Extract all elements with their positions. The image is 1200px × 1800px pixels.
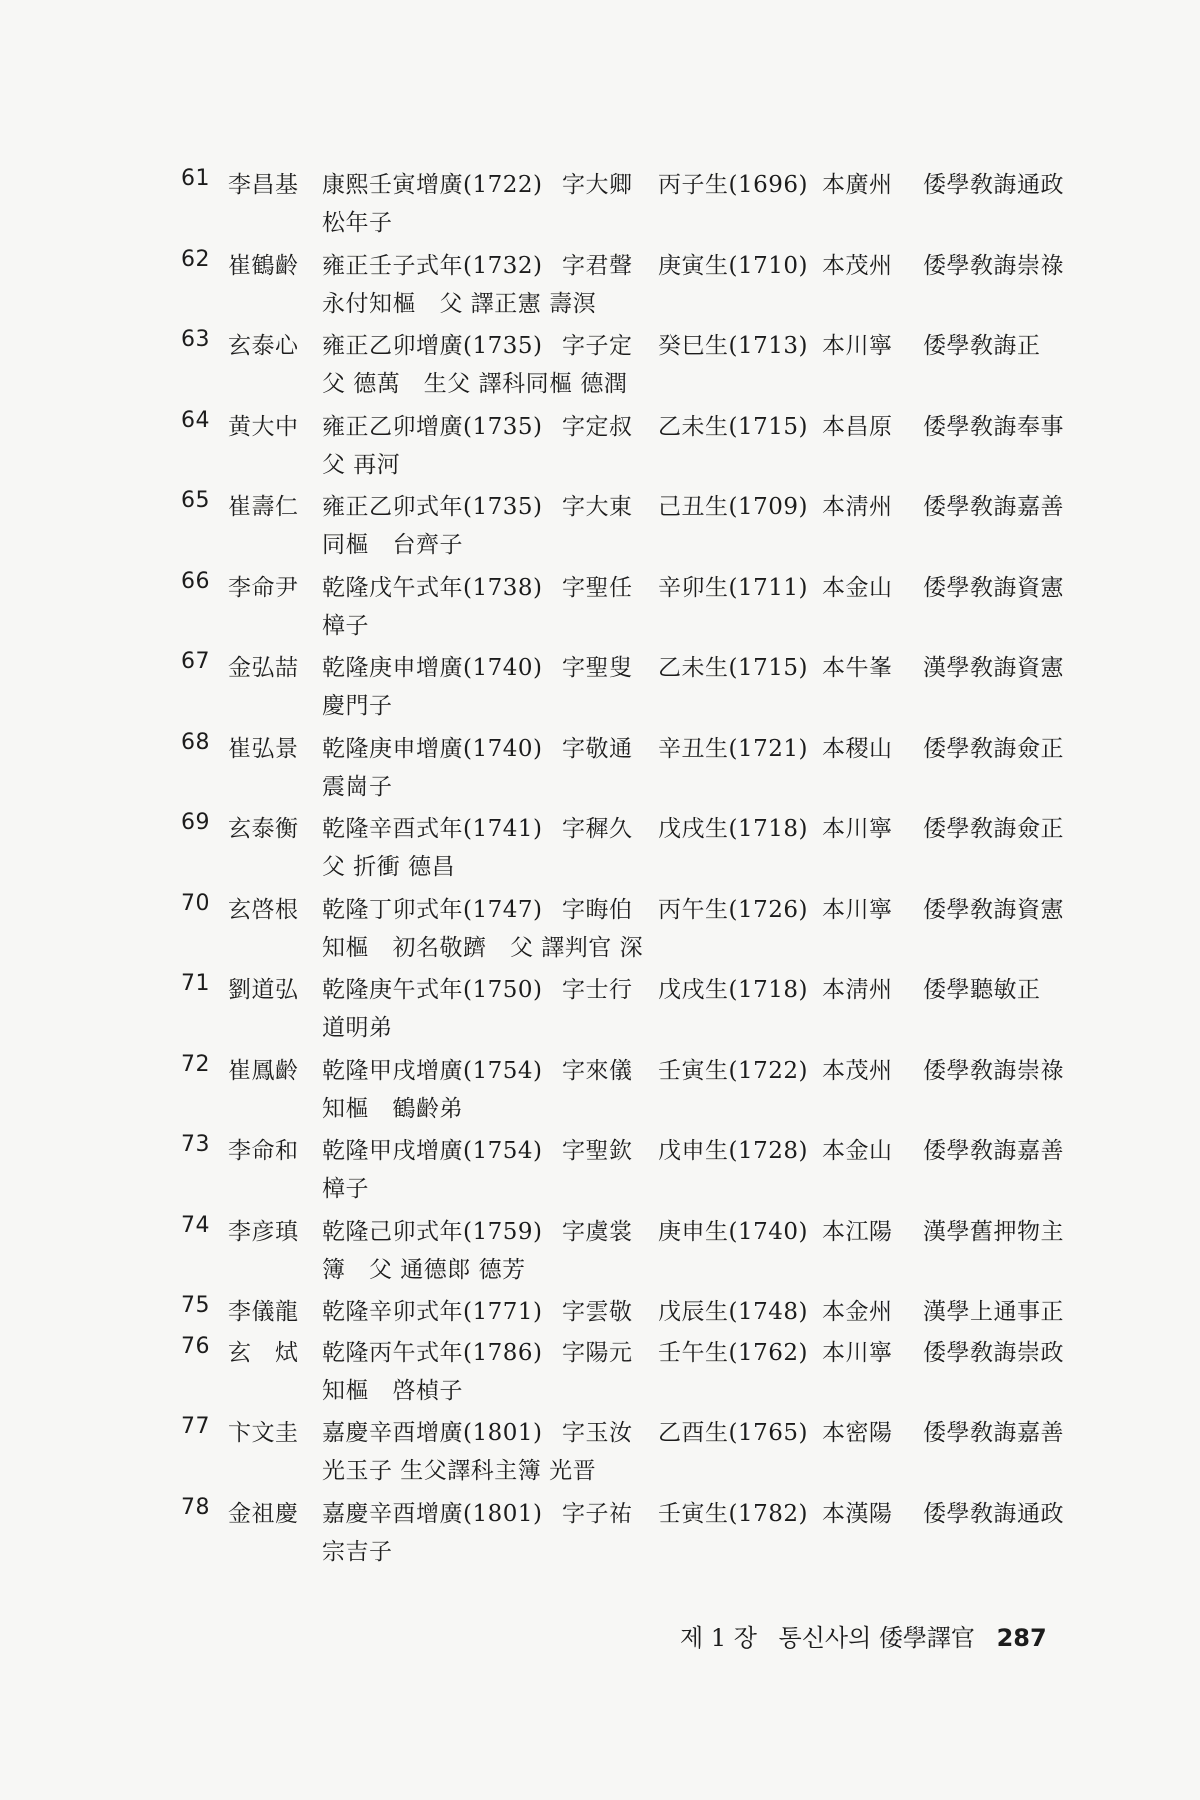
entry-note: 知樞 啓楨子 bbox=[322, 1377, 463, 1404]
footer-title: 통신사의 倭學譯官 bbox=[778, 1624, 975, 1652]
entry-style: 字大卿 bbox=[562, 172, 633, 198]
entry-note-line bbox=[0, 200, 1200, 240]
entry-born: 戊辰生(1748) bbox=[658, 1299, 808, 1325]
entry-num: 63 bbox=[181, 327, 210, 352]
entry-style: 字聖欽 bbox=[562, 1138, 633, 1164]
list-item bbox=[0, 1207, 1200, 1288]
entry-exam: 嘉慶辛酉增廣(1801) bbox=[322, 1420, 543, 1446]
entry-note: 知樞 初名敬躋 父 譯判官 深 bbox=[322, 934, 644, 961]
entry-style: 字士行 bbox=[562, 977, 633, 1003]
entry-name: 李命尹 bbox=[228, 574, 299, 601]
entry-main-line bbox=[0, 1046, 1200, 1086]
entry-num: 75 bbox=[181, 1293, 210, 1318]
entry-name: 李昌基 bbox=[228, 172, 299, 198]
entry-name: 金祖慶 bbox=[228, 1500, 299, 1527]
entry-clan: 本川寧 bbox=[822, 1339, 893, 1366]
entry-style: 字玉汝 bbox=[562, 1420, 633, 1446]
entry-main-line bbox=[0, 1489, 1200, 1529]
page-footer bbox=[680, 1618, 1061, 1653]
entry-born: 戊戌生(1718) bbox=[658, 977, 808, 1003]
entry-note: 父 德萬 生父 譯科同樞 德潤 bbox=[322, 371, 628, 397]
entry-born: 乙未生(1715) bbox=[658, 413, 808, 440]
entry-name: 玄啓根 bbox=[228, 896, 299, 923]
entry-num: 78 bbox=[181, 1494, 210, 1520]
entry-note-line bbox=[0, 764, 1200, 804]
entry-note-line bbox=[0, 1448, 1200, 1488]
entry-post: 倭學敎誨僉正 bbox=[923, 816, 1064, 842]
entry-clan: 本漢陽 bbox=[822, 1500, 893, 1527]
list-item bbox=[0, 643, 1200, 724]
entry-name: 李彦瑱 bbox=[228, 1218, 299, 1245]
entry-clan: 本稷山 bbox=[822, 735, 893, 762]
entry-note: 父 折衝 德昌 bbox=[322, 854, 456, 880]
entry-born: 丙午生(1726) bbox=[658, 896, 808, 923]
entry-name: 崔弘景 bbox=[228, 735, 299, 762]
entry-style: 字聖任 bbox=[562, 574, 633, 601]
entry-born: 庚寅生(1710) bbox=[658, 252, 808, 279]
entry-main-line bbox=[0, 482, 1200, 522]
entry-clan: 本金山 bbox=[822, 1138, 893, 1164]
entry-note: 震崗子 bbox=[322, 773, 393, 800]
entry-note: 簿 父 通德郞 德芳 bbox=[322, 1256, 526, 1283]
entry-exam: 乾隆辛酉式年(1741) bbox=[322, 816, 543, 842]
entry-num: 61 bbox=[181, 166, 210, 191]
entry-born: 壬寅生(1782) bbox=[658, 1500, 808, 1527]
entry-name: 李儀龍 bbox=[228, 1299, 299, 1325]
entry-num: 72 bbox=[181, 1051, 210, 1077]
list-item bbox=[0, 1408, 1200, 1489]
entry-name: 卞文圭 bbox=[228, 1420, 299, 1446]
entry-main-line bbox=[0, 885, 1200, 925]
entry-note-line bbox=[0, 1166, 1200, 1206]
entry-post: 倭學敎誨崇政 bbox=[923, 1339, 1064, 1366]
entry-post: 倭學聽敏正 bbox=[923, 977, 1041, 1003]
entry-post: 倭學敎誨僉正 bbox=[923, 735, 1064, 762]
entry-note-line bbox=[0, 1529, 1200, 1569]
entry-note-line bbox=[0, 1247, 1200, 1287]
entry-exam: 乾隆庚午式年(1750) bbox=[322, 977, 543, 1003]
entry-num: 67 bbox=[181, 649, 210, 674]
entry-clan: 本金山 bbox=[822, 574, 893, 601]
entry-note-line bbox=[0, 844, 1200, 884]
entry-style: 字敬通 bbox=[562, 735, 633, 762]
entry-exam: 乾隆戊午式年(1738) bbox=[322, 574, 543, 601]
entry-exam: 乾隆甲戌增廣(1754) bbox=[322, 1057, 543, 1084]
list-item bbox=[0, 965, 1200, 1046]
entry-num: 73 bbox=[181, 1132, 210, 1157]
entry-main-line bbox=[0, 965, 1200, 1005]
entry-num: 71 bbox=[181, 971, 210, 996]
entry-main-line bbox=[0, 1207, 1200, 1247]
entry-style: 字虞裳 bbox=[562, 1218, 633, 1245]
entry-exam: 嘉慶辛酉增廣(1801) bbox=[322, 1500, 543, 1527]
entry-exam: 乾隆甲戌增廣(1754) bbox=[322, 1138, 543, 1164]
entry-born: 庚申生(1740) bbox=[658, 1218, 808, 1245]
entry-style: 字子定 bbox=[562, 333, 633, 359]
entry-num: 74 bbox=[181, 1212, 210, 1238]
entry-exam: 康熙壬寅增廣(1722) bbox=[322, 172, 543, 198]
entry-post: 倭學敎誨嘉善 bbox=[923, 1138, 1064, 1164]
entry-note-line bbox=[0, 1368, 1200, 1408]
entry-exam: 乾隆庚申增廣(1740) bbox=[322, 655, 543, 681]
entry-post: 倭學敎誨崇祿 bbox=[923, 252, 1064, 279]
entry-style: 字大東 bbox=[562, 494, 633, 520]
entry-style: 字定叔 bbox=[562, 413, 633, 440]
entry-born: 乙未生(1715) bbox=[658, 655, 808, 681]
entry-born: 丙子生(1696) bbox=[658, 172, 808, 198]
entry-post: 倭學敎誨正 bbox=[923, 333, 1041, 359]
entry-clan: 本金州 bbox=[822, 1299, 893, 1325]
entry-main-line bbox=[0, 1408, 1200, 1448]
entry-name: 崔壽仁 bbox=[228, 494, 299, 520]
entry-exam: 乾隆丁卯式年(1747) bbox=[322, 896, 543, 923]
entry-post: 漢學舊押物主 bbox=[923, 1218, 1064, 1245]
entry-clan: 本淸州 bbox=[822, 977, 893, 1003]
entry-name: 玄 烒 bbox=[228, 1339, 299, 1366]
entry-exam: 乾隆庚申增廣(1740) bbox=[322, 735, 543, 762]
entry-note-line bbox=[0, 522, 1200, 562]
entry-note-line bbox=[0, 1086, 1200, 1126]
entry-clan: 本川寧 bbox=[822, 816, 893, 842]
entry-post: 倭學敎誨奉事 bbox=[923, 413, 1064, 440]
entry-num: 68 bbox=[181, 729, 210, 755]
entry-note: 樟子 bbox=[322, 612, 369, 639]
entry-post: 倭學敎誨嘉善 bbox=[923, 494, 1064, 520]
entry-clan: 本江陽 bbox=[822, 1218, 893, 1245]
entry-note-line bbox=[0, 603, 1200, 643]
entry-name: 崔鳳齡 bbox=[228, 1057, 299, 1084]
entry-note: 同樞 台齊子 bbox=[322, 532, 463, 558]
entry-main-line bbox=[0, 241, 1200, 281]
entry-clan: 本茂州 bbox=[822, 252, 893, 279]
list-item bbox=[0, 1046, 1200, 1127]
entry-born: 辛丑生(1721) bbox=[658, 735, 808, 762]
entry-clan: 本淸州 bbox=[822, 494, 893, 520]
entry-note: 慶門子 bbox=[322, 693, 393, 719]
footer-chapter: 제 1 장 bbox=[680, 1624, 757, 1652]
entry-note-line bbox=[0, 925, 1200, 965]
entry-name: 金弘喆 bbox=[228, 655, 299, 681]
entry-style: 字聖叟 bbox=[562, 655, 633, 681]
entry-exam: 乾隆丙午式年(1786) bbox=[322, 1339, 543, 1366]
list-item bbox=[0, 724, 1200, 805]
entry-born: 戊申生(1728) bbox=[658, 1138, 808, 1164]
entry-clan: 本廣州 bbox=[822, 172, 893, 198]
entry-clan: 本牛峯 bbox=[822, 655, 893, 681]
entry-clan: 本密陽 bbox=[822, 1420, 893, 1446]
entry-main-line bbox=[0, 321, 1200, 361]
list-item bbox=[0, 160, 1200, 241]
entry-main-line bbox=[0, 643, 1200, 683]
entry-style: 字雲敬 bbox=[562, 1299, 633, 1325]
entry-post: 倭學敎誨嘉善 bbox=[923, 1420, 1064, 1446]
entry-num: 70 bbox=[181, 890, 210, 916]
list-item bbox=[0, 321, 1200, 402]
entry-note: 松年子 bbox=[322, 210, 393, 236]
entry-note: 光玉子 生父譯科主簿 光晋 bbox=[322, 1458, 597, 1484]
entry-born: 乙酉生(1765) bbox=[658, 1420, 808, 1446]
entry-clan: 本茂州 bbox=[822, 1057, 893, 1084]
list-item bbox=[0, 1328, 1200, 1409]
entry-note-line bbox=[0, 442, 1200, 482]
entry-num: 65 bbox=[181, 488, 210, 513]
entry-main-line bbox=[0, 563, 1200, 603]
entry-born: 戊戌生(1718) bbox=[658, 816, 808, 842]
entry-note-line bbox=[0, 361, 1200, 401]
entry-post: 倭學敎誨資憲 bbox=[923, 574, 1064, 601]
entry-style: 字來儀 bbox=[562, 1057, 633, 1084]
entry-exam: 乾隆己卯式年(1759) bbox=[322, 1218, 543, 1245]
entry-post: 倭學敎誨崇祿 bbox=[923, 1057, 1064, 1084]
entry-born: 己丑生(1709) bbox=[658, 494, 808, 520]
entry-main-line bbox=[0, 1126, 1200, 1166]
entry-style: 字晦伯 bbox=[562, 896, 633, 923]
entry-main-line bbox=[0, 160, 1200, 200]
list-item bbox=[0, 885, 1200, 966]
entry-name: 崔鶴齡 bbox=[228, 252, 299, 279]
entry-note: 父 再河 bbox=[322, 451, 401, 478]
entry-name: 李命和 bbox=[228, 1138, 299, 1164]
entry-exam: 雍正乙卯增廣(1735) bbox=[322, 413, 543, 440]
list-item bbox=[0, 1489, 1200, 1570]
entry-exam: 雍正壬子式年(1732) bbox=[322, 252, 543, 279]
entry-note-line bbox=[0, 281, 1200, 321]
entry-exam: 雍正乙卯式年(1735) bbox=[322, 494, 543, 520]
entry-name: 劉道弘 bbox=[228, 977, 299, 1003]
entry-style: 字穉久 bbox=[562, 816, 633, 842]
entry-note: 知樞 鶴齡弟 bbox=[322, 1095, 463, 1122]
entry-post: 倭學敎誨通政 bbox=[923, 172, 1064, 198]
entry-name: 玄泰衡 bbox=[228, 816, 299, 842]
entry-post: 漢學敎誨資憲 bbox=[923, 655, 1064, 681]
entry-clan: 本川寧 bbox=[822, 896, 893, 923]
entry-num: 69 bbox=[181, 810, 210, 835]
entry-main-line bbox=[0, 1328, 1200, 1368]
entry-post: 漢學上通事正 bbox=[923, 1299, 1064, 1325]
list-item bbox=[0, 1287, 1200, 1328]
entry-num: 76 bbox=[181, 1333, 210, 1359]
entry-born: 壬寅生(1722) bbox=[658, 1057, 808, 1084]
entry-note: 宗吉子 bbox=[322, 1538, 393, 1565]
entry-clan: 本昌原 bbox=[822, 413, 893, 440]
interpreter-list bbox=[0, 160, 1200, 1569]
entry-style: 字陽元 bbox=[562, 1339, 633, 1366]
entry-born: 癸巳生(1713) bbox=[658, 333, 808, 359]
page-number: 287 bbox=[996, 1624, 1047, 1652]
list-item bbox=[0, 402, 1200, 483]
entry-num: 64 bbox=[181, 407, 210, 433]
entry-main-line bbox=[0, 1287, 1200, 1327]
entry-post: 倭學敎誨資憲 bbox=[923, 896, 1064, 923]
entry-note: 道明弟 bbox=[322, 1015, 393, 1041]
entry-name: 玄泰心 bbox=[228, 333, 299, 359]
entry-style: 字君聲 bbox=[562, 252, 633, 279]
entry-post: 倭學敎誨通政 bbox=[923, 1500, 1064, 1527]
entry-exam: 雍正乙卯增廣(1735) bbox=[322, 333, 543, 359]
list-item bbox=[0, 482, 1200, 563]
entry-num: 66 bbox=[181, 568, 210, 594]
entry-main-line bbox=[0, 804, 1200, 844]
entry-num: 77 bbox=[181, 1414, 210, 1439]
entry-main-line bbox=[0, 402, 1200, 442]
entry-main-line bbox=[0, 724, 1200, 764]
list-item bbox=[0, 241, 1200, 322]
entry-num: 62 bbox=[181, 246, 210, 272]
entry-exam: 乾隆辛卯式年(1771) bbox=[322, 1299, 543, 1325]
entry-name: 黄大中 bbox=[228, 413, 299, 440]
entry-style: 字子祐 bbox=[562, 1500, 633, 1527]
entry-note: 樟子 bbox=[322, 1176, 369, 1202]
entry-born: 壬午生(1762) bbox=[658, 1339, 808, 1366]
entry-note-line bbox=[0, 1005, 1200, 1045]
list-item bbox=[0, 563, 1200, 644]
entry-born: 辛卯生(1711) bbox=[658, 574, 808, 601]
entry-clan: 本川寧 bbox=[822, 333, 893, 359]
entry-note: 永付知樞 父 譯正憲 壽溟 bbox=[322, 290, 597, 317]
list-item bbox=[0, 804, 1200, 885]
entry-note-line bbox=[0, 683, 1200, 723]
list-item bbox=[0, 1126, 1200, 1207]
